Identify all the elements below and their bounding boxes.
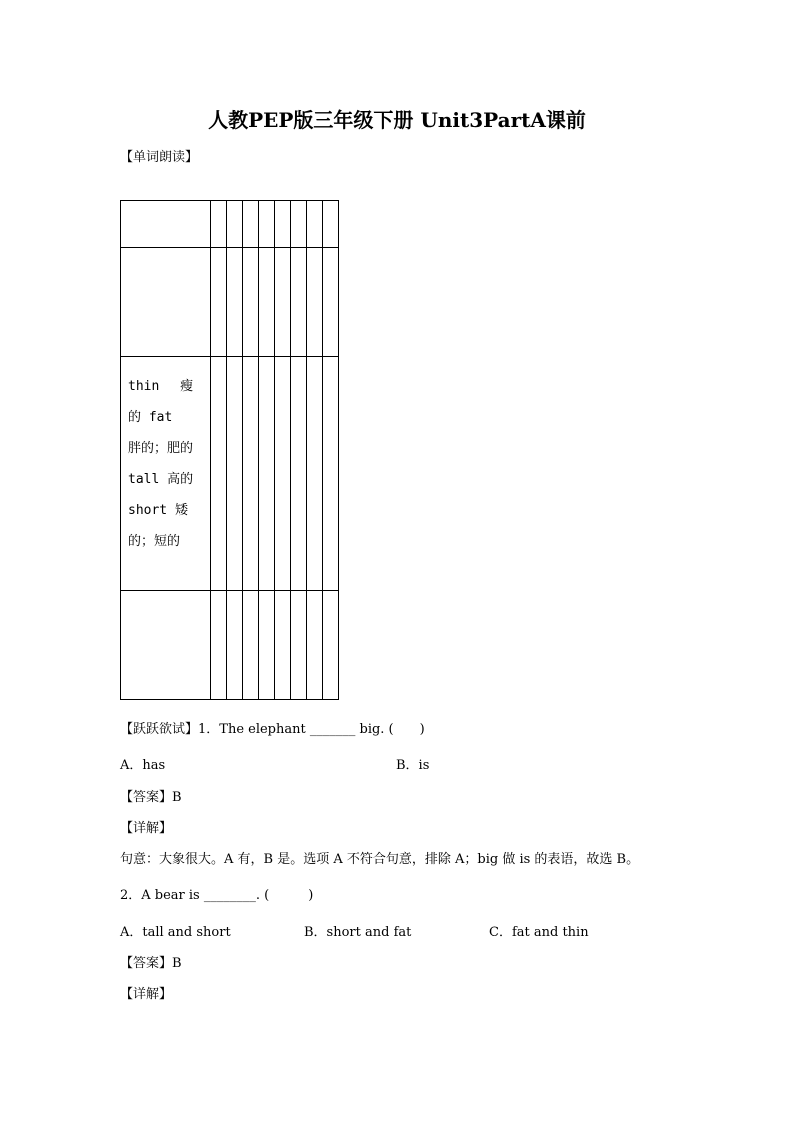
table-cell: [275, 357, 291, 591]
table-cell: [275, 201, 291, 248]
page-title: 人教PEP版三年级下册 Unit3PartA课前: [208, 108, 586, 132]
table-cell: [227, 591, 243, 700]
vocab-cell: [121, 357, 211, 591]
q2-option-a: A．tall and short: [120, 925, 231, 940]
table-cell: [323, 248, 339, 357]
vocab-line: tall 高的: [128, 472, 194, 487]
table-cell: [259, 357, 275, 591]
question-1: 【跃跃欲试】1．The elephant _______ big. ( ): [120, 722, 425, 737]
table-cell: [227, 357, 243, 591]
table-cell: [211, 201, 227, 248]
section-heading-words: 【单词朗读】: [120, 150, 199, 165]
table-cell: [307, 201, 323, 248]
table-cell: [259, 248, 275, 357]
table-cell: [291, 591, 307, 700]
q2-detail-label: 【详解】: [120, 987, 173, 1002]
table-row: [121, 357, 339, 591]
q2-option-b: B．short and fat: [304, 925, 412, 940]
table-row: [121, 201, 339, 248]
table-row: [121, 248, 339, 357]
table-cell: [307, 248, 323, 357]
table-cell: [323, 357, 339, 591]
table-cell: [291, 201, 307, 248]
table-cell: [121, 201, 211, 248]
table-cell: [121, 591, 211, 700]
table-cell: [243, 357, 259, 591]
table-cell: [243, 591, 259, 700]
table-cell: [259, 591, 275, 700]
vocab-table: [120, 200, 339, 700]
vocab-line: 的 fat: [128, 410, 173, 425]
table-cell: [121, 248, 211, 357]
table-cell: [323, 201, 339, 248]
table-cell: [243, 201, 259, 248]
q1-answer: 【答案】B: [120, 790, 182, 805]
q1-explanation: 句意：大象很大。A 有，B 是。选项 A 不符合句意，排除 A；big 做 is 的表语，故选 B。: [120, 852, 640, 867]
q1-option-b: B．is: [396, 758, 430, 773]
vocab-line: thin 瘦: [128, 379, 194, 394]
q2-answer: 【答案】B: [120, 956, 182, 971]
table-cell: [227, 248, 243, 357]
table-cell: [243, 248, 259, 357]
table-cell: [259, 201, 275, 248]
table-cell: [291, 248, 307, 357]
q1-option-a: A．has: [120, 758, 166, 773]
table-cell: [211, 357, 227, 591]
q2-option-c: C．fat and thin: [489, 925, 589, 940]
table-cell: [275, 248, 291, 357]
q1-detail-label: 【详解】: [120, 821, 173, 836]
table-cell: [307, 357, 323, 591]
table-cell: [227, 201, 243, 248]
vocab-line: short 矮: [128, 503, 188, 518]
question-2: 2．A bear is ________. ( ): [120, 888, 314, 903]
vocab-line: 的；短的: [128, 534, 181, 549]
table-cell: [275, 591, 291, 700]
table-cell: [291, 357, 307, 591]
vocab-line: 胖的；肥的: [128, 441, 194, 456]
table-cell: [211, 591, 227, 700]
table-cell: [307, 591, 323, 700]
table-cell: [323, 591, 339, 700]
table-cell: [211, 248, 227, 357]
vocab-list: [121, 357, 206, 557]
table-row: [121, 591, 339, 700]
